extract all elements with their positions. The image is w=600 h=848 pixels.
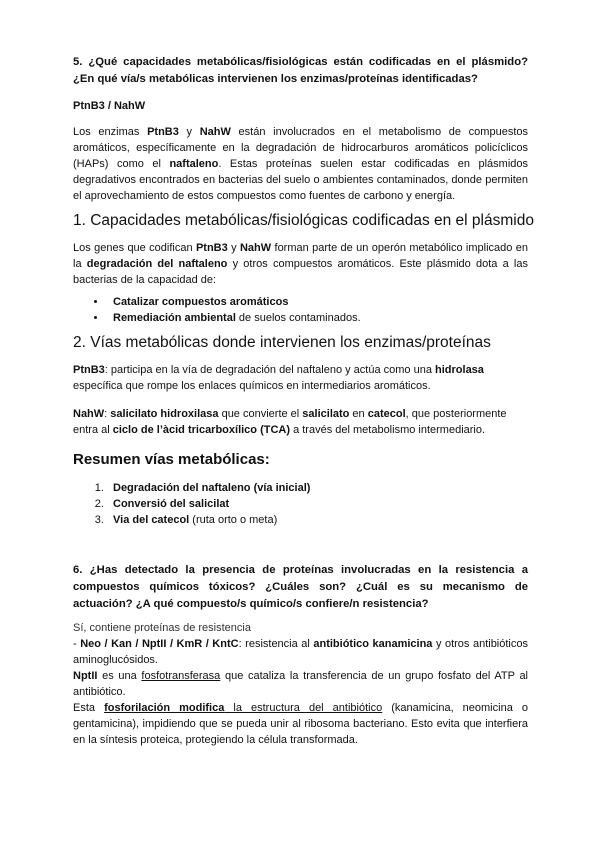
bold-text: fosforilación modifica [104,702,225,714]
bold-text: NahW [239,242,272,254]
list-item [107,294,562,310]
text-run: que convierte el [218,408,303,420]
text-run: . Estas proteínas suelen estar codificadas en plásmidos degradativos encontrados en bacterias del suelo o ambientes contaminados, donde permiten el aprovechamiento de estos compuestos como fuentes de carbono y energía. [73,158,528,202]
list-item [107,480,562,496]
intro-paragraph [73,124,528,204]
bold-text: PtnB3 [147,126,179,138]
capacidades-paragraph [73,240,528,288]
text-run: y [227,242,240,254]
text-run: , que posteriormente entra al [73,408,507,436]
text-run: es una [97,670,142,682]
bold-text: Via del catecol [113,514,190,526]
heading-resumen [73,450,528,470]
heading-capacidades [73,211,543,231]
text-run: Esta [73,702,105,714]
text-run: (ruta orto o meta) [189,514,278,526]
text-run: en [349,408,368,420]
bold-text: naftaleno [169,158,219,170]
bold-text: NahW [199,126,231,138]
mechanism-paragraph [73,700,528,748]
heading-vias [73,333,543,353]
bold-text: Remediación ambiental [113,312,236,324]
text-run: Los enzimas [73,126,148,138]
text-run: (kanamicina, neomicina o gentamicina), impidiendo que se pueda unir al ribosoma bacteriano. Esto evita que interfiera en la síntesis proteica, protegiendo la célula transformada. [73,702,528,746]
underlined-text: fosfotransferasa [141,670,221,682]
text-run: : resistencia al [238,638,314,650]
underlined-text: la estructura del antibiótico [224,702,383,714]
text-run: Sí, contiene proteínas de resistencia [73,622,251,634]
text-run: específica que rompe los enlaces químicos en intermediarios aromáticos. [73,380,431,392]
bold-text: salicilato hidroxilasa [110,408,219,420]
list-item [107,310,562,326]
bold-text: Neo / Kan / NptII / KmR / KntC [80,638,239,650]
text-run: 5. ¿Qué capacidades metabólicas/fisiológicas están codificadas en el plásmido? ¿En qué vía/s metabólicas intervienen los enzimas/proteínas identificadas? [73,56,528,85]
nahw-paragraph [73,406,528,438]
question-5 [73,54,528,88]
text-run: de suelos contaminados. [235,312,361,324]
text-run: y otros antibióticos aminoglucósidos. [73,638,528,666]
bold-text: degradación del naftaleno [86,258,228,270]
text-run: están involucrados en el metabolismo de compuestos aromáticos, específicamente en la degradación de hidrocarburos aromáticos policíclicos (HAPs) como el [73,126,528,170]
bold-text: catecol [367,408,406,420]
resumen-list [73,480,562,528]
bold-text: NptII [73,670,98,682]
text-run: a través del metabolismo intermediario. [290,424,486,436]
text-run: 1. Capacidades metabólicas/fisiológicas codificadas en el plásmido [73,212,534,229]
capacidades-list [73,294,562,326]
text-run: y otros compuestos aromáticos. Este plásmido dota a las bacterias de la capacidad de: [73,258,528,286]
text-run: 6. ¿Has detectado la presencia de proteínas involucradas en la resistencia a compuestos químicos tóxicos? ¿Cuáles son? ¿Cuál es su mecanismo de actuación? ¿A qué compuesto/s químico/s confiere/n resistencia? [73,564,528,610]
text-run: que cataliza la transferencia de un grupo fosfato del ATP al antibiótico. [73,670,529,698]
bold-text: Degradación del naftaleno (vía inicial) [113,482,311,494]
text-run: : [104,408,111,420]
bold-text: antibiótico kanamicina [313,638,433,650]
bold-text: Catalizar compuestos aromáticos [113,296,289,308]
enzymes-label [73,98,528,114]
question-6 [73,562,528,613]
text-run: 2. Vías metabólicas donde intervienen los enzimas/proteínas [73,334,491,351]
bold-text: hidrolasa [435,364,484,376]
nptii-paragraph [73,668,528,700]
resistance-intro [73,620,528,636]
text-run: - [73,638,81,650]
text-run: forman parte de un operón metabólico implicado en la [73,242,528,270]
ptnb3-paragraph [73,362,528,394]
text-run: : participa en la vía de degradación del naftaleno y actúa como una [104,364,436,376]
bold-text: PtnB3 [73,364,105,376]
bold-text: NahW [73,408,105,420]
text-run: Resumen vías metabólicas: [73,451,270,468]
neo-paragraph [73,636,528,668]
bold-text: Conversió del salicilat [113,498,230,510]
bold-text: ciclo de l’àcid tricarboxílico (TCA) [112,424,291,436]
bold-text: PtnB3 [195,242,228,254]
text-run: y [178,126,200,138]
resistance-section [73,620,528,748]
bold-text: salicilato [302,408,350,420]
bold-text: PtnB3 / NahW [73,100,146,112]
list-item [107,496,562,512]
list-item [107,512,562,528]
text-run: Los genes que codifican [73,242,196,254]
